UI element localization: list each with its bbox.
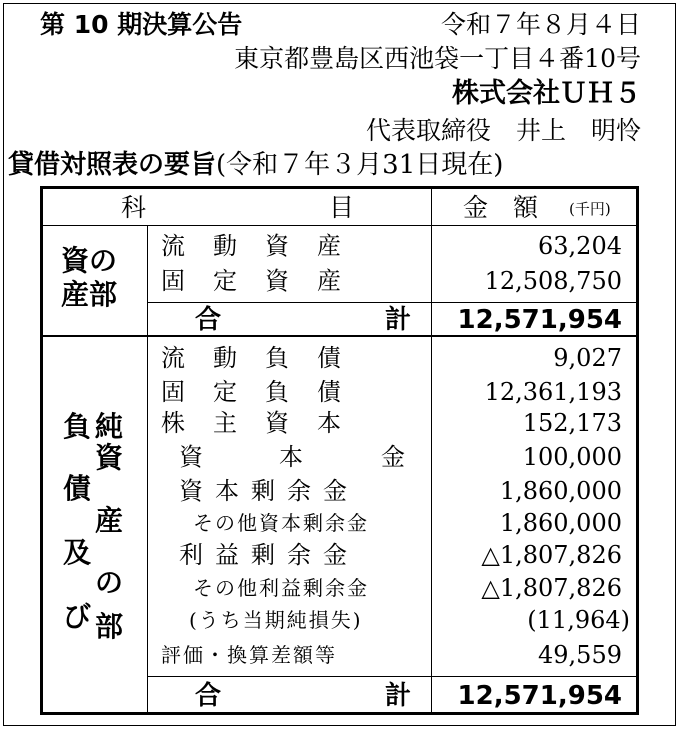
liab-section-col2-3: 産 xyxy=(95,504,124,537)
capital-label-1: 資 xyxy=(179,443,203,471)
shareholders-equity-value: 152,173 xyxy=(522,409,622,437)
capital-value: 100,000 xyxy=(522,443,622,471)
current-assets-value: 63,204 xyxy=(538,232,622,260)
current-liabilities-label: 流 動 負 債 xyxy=(161,344,343,372)
assets-section-divider xyxy=(43,335,636,337)
capital-label-3: 金 xyxy=(381,443,405,471)
assets-total-label-2: 計 xyxy=(385,305,412,335)
balance-sheet-table xyxy=(40,186,639,715)
valuation-label: 評価・換算差額等 xyxy=(161,643,337,667)
liab-section-col2-5: 部 xyxy=(95,610,124,643)
liab-section-col2-4: の xyxy=(95,566,124,599)
liab-total-value: 12,571,954 xyxy=(457,681,622,711)
amount-column-divider xyxy=(431,189,432,712)
liab-section-col2-2: 資 xyxy=(95,441,124,474)
notice-date: 令和７年８月４日 xyxy=(440,10,641,39)
assets-section-label-line1: 資の xyxy=(61,244,118,277)
assets-section-label-line2: 産部 xyxy=(61,278,118,311)
assets-total-value: 12,571,954 xyxy=(457,305,622,335)
fixed-assets-value: 12,508,750 xyxy=(484,267,622,295)
liabilities-subtotal-divider xyxy=(147,676,636,677)
capital-surplus-label: 資本剰余金 xyxy=(179,477,359,505)
other-capital-surplus-value: 1,860,000 xyxy=(499,509,622,537)
liab-section-col2-1: 純 xyxy=(95,410,124,443)
retained-earnings-value: △1,807,826 xyxy=(481,541,622,569)
company-name: 株式会社ＵＨ５ xyxy=(452,78,641,109)
company-address: 東京都豊島区西池袋一丁目４番10号 xyxy=(234,44,641,73)
liab-section-col1-1: 負 xyxy=(63,410,92,443)
retained-earnings-label: 利益剰余金 xyxy=(179,541,359,569)
capital-label-2: 本 xyxy=(279,443,303,471)
other-retained-earnings-label: その他利益剰余金 xyxy=(193,576,369,600)
current-liabilities-value: 9,027 xyxy=(553,344,622,372)
item-header-2: 目 xyxy=(329,193,355,222)
other-capital-surplus-label: その他資本剰余金 xyxy=(193,511,369,535)
net-loss-value: (11,964) xyxy=(527,606,630,634)
unit-label: (千円) xyxy=(569,200,611,218)
fixed-liabilities-label: 固 定 負 債 xyxy=(161,378,343,406)
section-column-divider xyxy=(147,225,148,712)
balance-sheet-title: 貸借対照表の要旨 xyxy=(8,150,217,180)
header-row-divider xyxy=(43,225,636,226)
as-of-date: (令和７年３月31日現在) xyxy=(216,150,504,180)
fixed-liabilities-value: 12,361,193 xyxy=(484,378,622,406)
other-retained-earnings-value: △1,807,826 xyxy=(481,574,622,602)
capital-surplus-value: 1,860,000 xyxy=(499,477,622,505)
representative: 代表取締役 井上 明怜 xyxy=(365,116,641,145)
liab-section-col1-2: 債 xyxy=(63,472,92,505)
notice-title: 第 10 期決算公告 xyxy=(40,10,243,39)
shareholders-equity-label: 株 主 資 本 xyxy=(161,409,343,437)
valuation-value: 49,559 xyxy=(538,641,622,669)
liab-section-col1-4: び xyxy=(63,600,92,633)
document-title xyxy=(8,152,503,178)
assets-subtotal-divider xyxy=(147,302,636,303)
amount-header: 金 額 xyxy=(463,193,539,222)
liab-total-label-1: 合 xyxy=(195,681,222,711)
fixed-assets-label: 固 定 資 産 xyxy=(161,267,343,295)
liab-total-label-2: 計 xyxy=(385,681,412,711)
liab-section-col1-3: 及 xyxy=(63,536,92,569)
item-header-1: 科 xyxy=(121,193,147,222)
current-assets-label: 流 動 資 産 xyxy=(161,232,343,260)
net-loss-label: (うち当期純損失) xyxy=(189,608,363,632)
assets-total-label-1: 合 xyxy=(195,305,222,335)
